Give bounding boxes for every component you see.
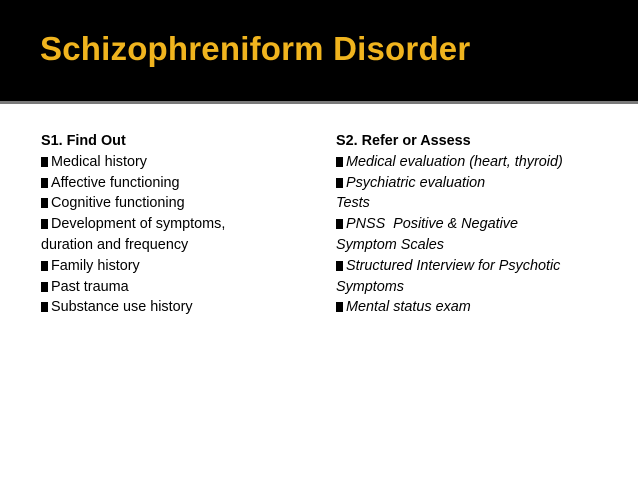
list-item: Psychiatric evaluation <box>336 173 621 194</box>
title-divider <box>0 101 638 104</box>
square-bullet-icon <box>336 157 343 167</box>
list-item: Mental status exam <box>336 297 621 318</box>
list-item: Structured Interview for Psychotic <box>336 256 621 277</box>
square-bullet-icon <box>41 178 48 188</box>
square-bullet-icon <box>41 157 48 167</box>
list-item: Development of symptoms, <box>41 214 291 235</box>
list-item: Family history <box>41 256 291 277</box>
list-item: Past trauma <box>41 277 291 298</box>
list-item: Cognitive functioning <box>41 193 291 214</box>
list-item: Substance use history <box>41 297 291 318</box>
list-item: Medical evaluation (heart, thyroid) <box>336 152 621 173</box>
list-item: PNSS Positive & Negative <box>336 214 621 235</box>
list-item-continuation: Symptom Scales <box>336 236 444 253</box>
square-bullet-icon <box>41 282 48 292</box>
list-item-continuation: Symptoms <box>336 278 404 295</box>
left-column <box>41 131 291 318</box>
list-item-continuation: Tests <box>336 195 370 212</box>
list-item: Affective functioning <box>41 173 291 194</box>
square-bullet-icon <box>336 302 343 312</box>
right-heading: S2. Refer or Assess <box>336 133 471 149</box>
list-item: Medical history <box>41 152 291 173</box>
square-bullet-icon <box>41 219 48 229</box>
square-bullet-icon <box>336 178 343 188</box>
square-bullet-icon <box>336 261 343 271</box>
square-bullet-icon <box>41 302 48 312</box>
left-heading: S1. Find Out <box>41 133 126 149</box>
slide-title: Schizophreniform Disorder <box>40 30 471 67</box>
square-bullet-icon <box>41 198 48 208</box>
square-bullet-icon <box>41 261 48 271</box>
square-bullet-icon <box>336 219 343 229</box>
right-column <box>336 131 621 318</box>
list-item-continuation: duration and frequency <box>41 236 189 253</box>
